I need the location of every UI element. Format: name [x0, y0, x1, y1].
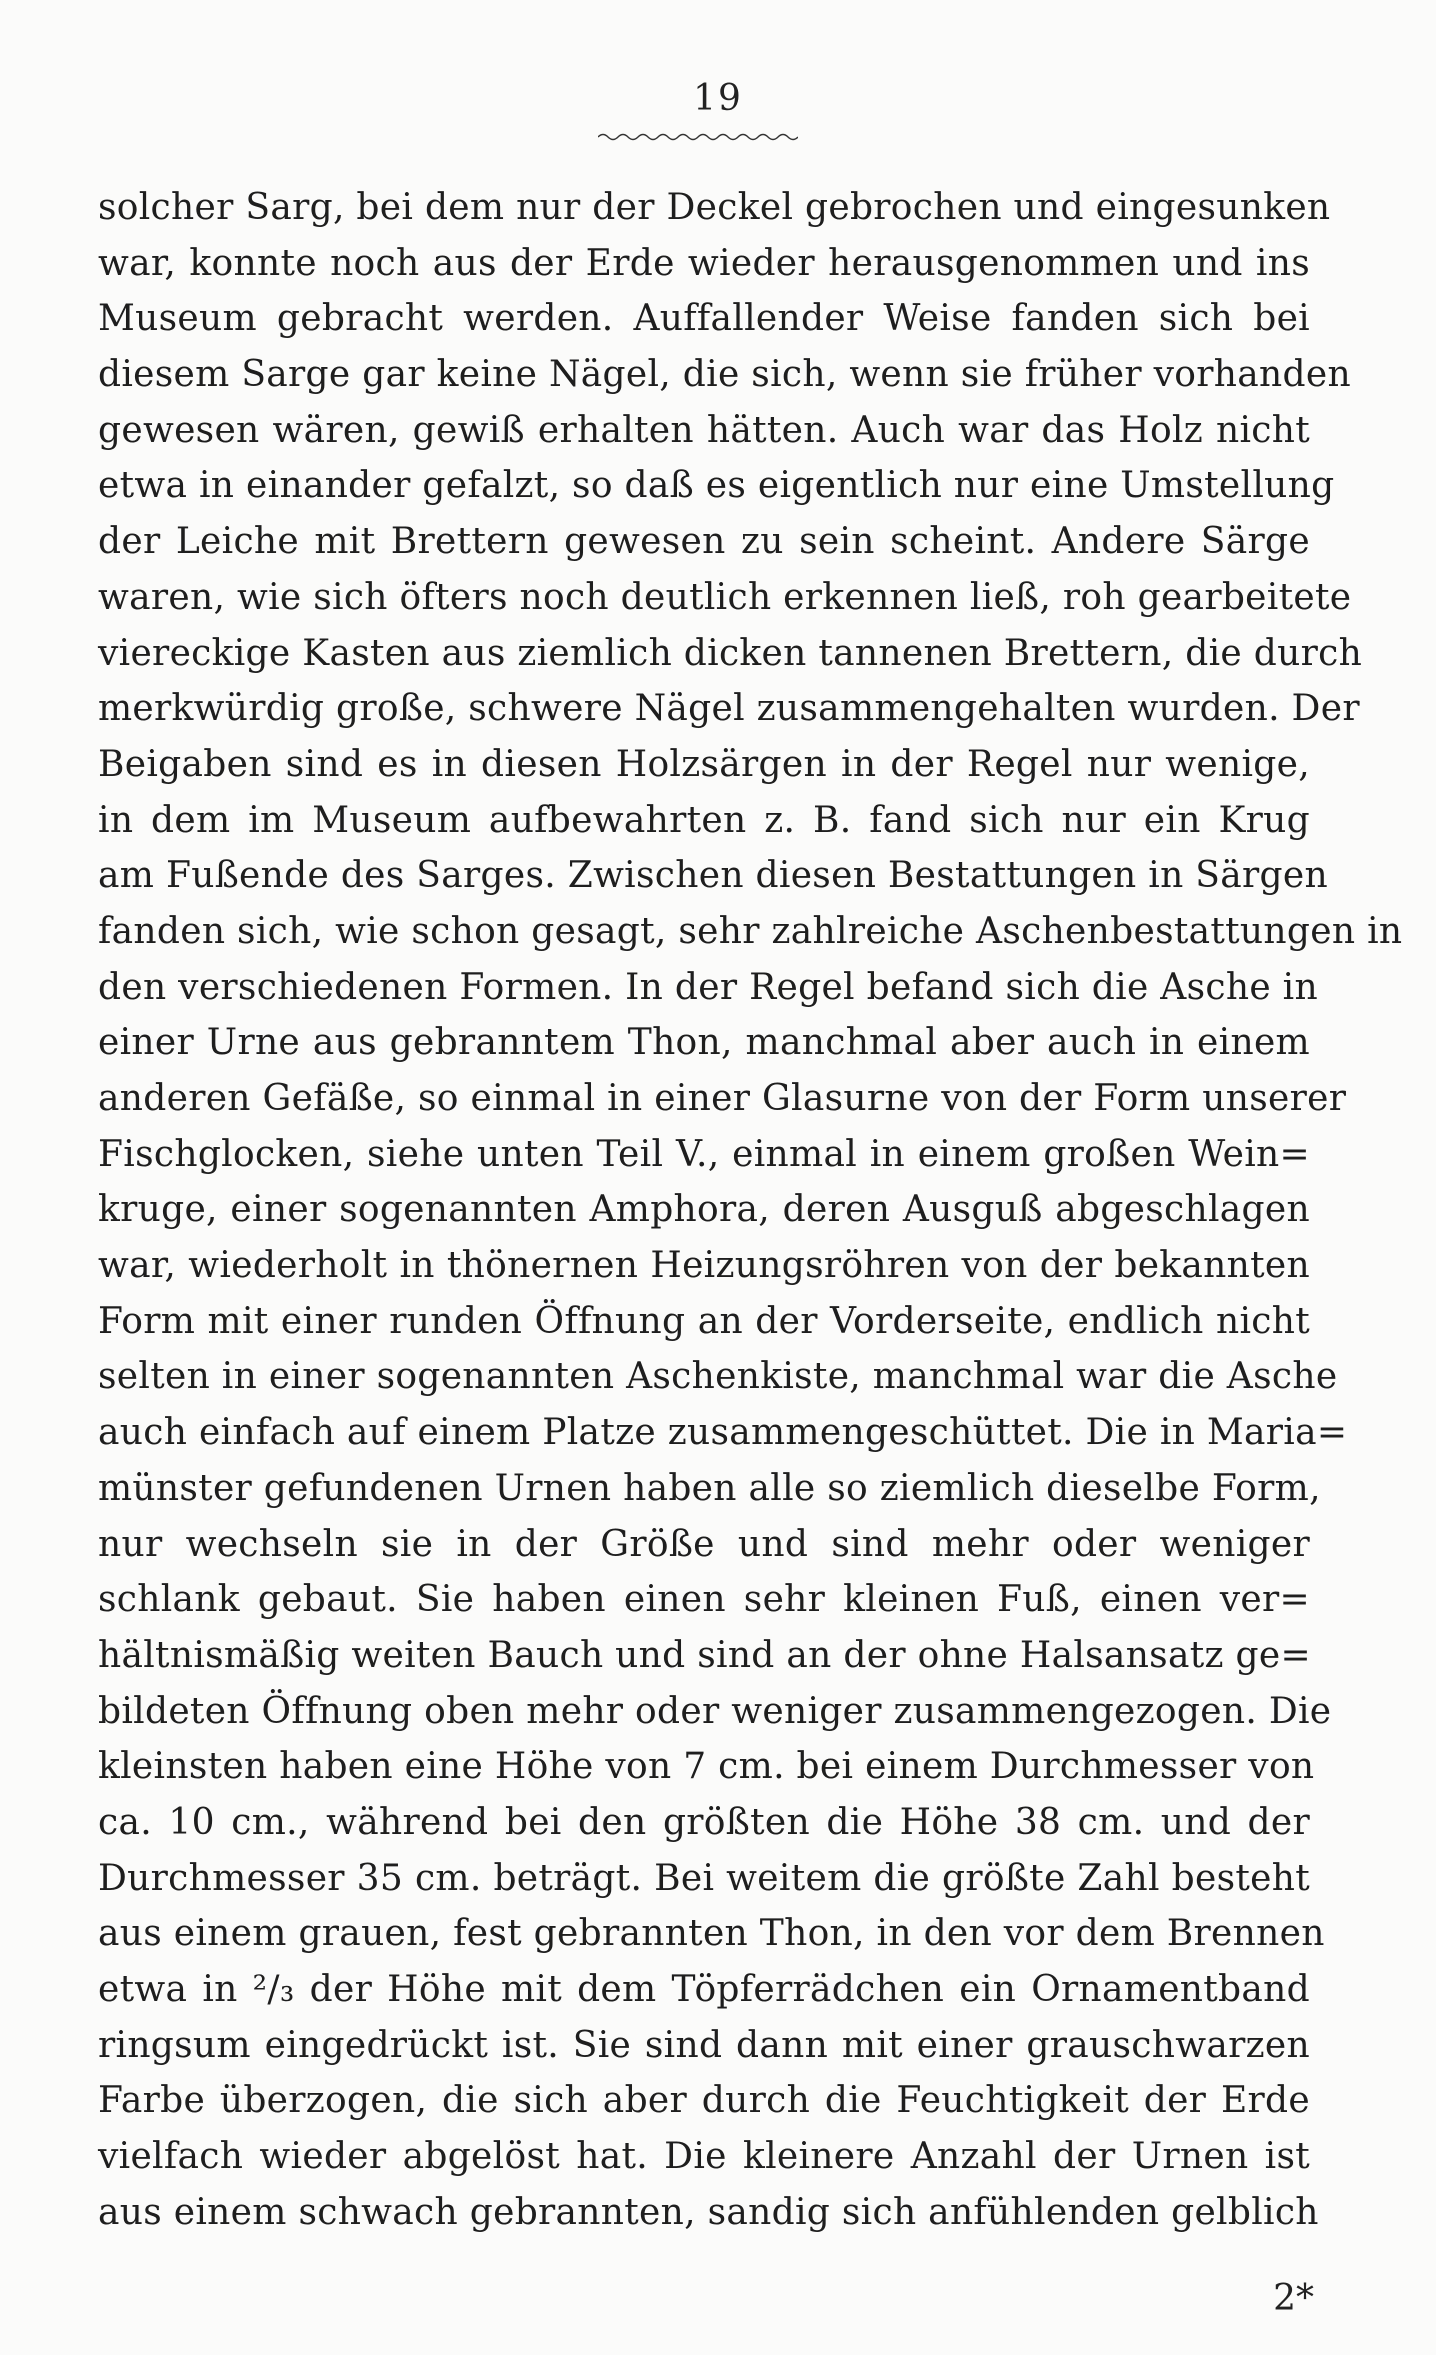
text-line: münster gefundenen Urnen haben alle so ziemlich dieselbe Form,	[98, 1467, 1321, 1509]
signature-mark: 2*	[1273, 2278, 1314, 2319]
page-number: 19	[693, 78, 743, 119]
text-line: hältnismäßig weiten Bauch und sind an der ohne Halsansatz ge=	[98, 1634, 1311, 1676]
text-line: Beigaben sind es in diesen Holzsärgen in der Regel nur wenige,	[98, 743, 1310, 785]
text-line: Museum gebracht werden. Auffallender Weise fanden sich bei	[98, 298, 1310, 340]
text-line: aus einem grauen, fest gebrannten Thon, in den vor dem Brennen	[98, 1913, 1325, 1955]
text-line: Farbe überzogen, die sich aber durch die Feuchtigkeit der Erde	[98, 2080, 1310, 2122]
text-line: war, wiederholt in thönernen Heizungsröhren von der bekannten	[98, 1245, 1310, 1287]
text-line: den verschiedenen Formen. In der Regel befand sich die Asche in	[98, 966, 1318, 1008]
text-line: Form mit einer runden Öffnung an der Vorderseite, endlich nicht	[98, 1300, 1310, 1342]
text-line: waren, wie sich öfters noch deutlich erkennen ließ, roh gearbeitete	[98, 576, 1352, 618]
text-line: fanden sich, wie schon gesagt, sehr zahlreiche Aschenbestattungen in	[98, 910, 1403, 952]
text-line: selten in einer sogenannten Aschenkiste, manchmal war die Asche	[98, 1356, 1338, 1398]
text-line: solcher Sarg, bei dem nur der Deckel gebrochen und eingesunken	[98, 187, 1331, 228]
text-line: diesem Sarge gar keine Nägel, die sich, wenn sie früher vorhanden	[98, 354, 1351, 396]
text-line: kruge, einer sogenannten Amphora, deren Ausguß abgeschlagen	[98, 1189, 1310, 1231]
text-line: etwa in einander gefalzt, so daß es eigentlich nur eine Umstellung	[98, 465, 1335, 507]
text-line: viereckige Kasten aus ziemlich dicken tannenen Brettern, die durch	[98, 632, 1363, 674]
text-line: kleinsten haben eine Höhe von 7 cm. bei einem Durchmesser von	[98, 1746, 1315, 1788]
decorative-wavy-rule	[598, 132, 798, 142]
text-line: aus einem schwach gebrannten, sandig sich anfühlenden gelblich	[98, 2191, 1319, 2233]
text-line: anderen Gefäße, so einmal in einer Glasurne von der Form unserer	[98, 1078, 1347, 1119]
text-line: merkwürdig große, schwere Nägel zusammengehalten wurden. Der	[98, 688, 1360, 730]
text-line: ca. 10 cm., während bei den größten die Höhe 38 cm. und der	[98, 1801, 1310, 1843]
text-line: in dem im Museum aufbewahrten z. B. fand sich nur ein Krug	[98, 799, 1310, 841]
text-line: vielfach wieder abgelöst hat. Die kleinere Anzahl der Urnen ist	[98, 2136, 1310, 2178]
text-line: der Leiche mit Brettern gewesen zu sein scheint. Andere Särge	[98, 521, 1310, 563]
text-line: bildeten Öffnung oben mehr oder weniger zusammengezogen. Die	[98, 1690, 1332, 1732]
text-line: Durchmesser 35 cm. beträgt. Bei weitem die größte Zahl besteht	[98, 1857, 1310, 1899]
text-line: schlank gebaut. Sie haben einen sehr kleinen Fuß, einen ver=	[98, 1579, 1310, 1621]
body-text	[98, 180, 1403, 2240]
text-line: etwa in ²/₃ der Höhe mit dem Töpferrädchen ein Ornamentband	[98, 1969, 1310, 2010]
text-line: gewesen wären, gewiß erhalten hätten. Auch war das Holz nicht	[98, 409, 1310, 451]
text-line: Fischglocken, siehe unten Teil V., einmal in einem großen Wein=	[98, 1133, 1310, 1175]
text-line: war, konnte noch aus der Erde wieder herausgenommen und ins	[98, 242, 1310, 284]
text-line: auch einfach auf einem Platze zusammengeschüttet. Die in Maria=	[98, 1412, 1348, 1454]
text-line: ringsum eingedrückt ist. Sie sind dann mit einer grauschwarzen	[98, 2024, 1310, 2066]
text-line: einer Urne aus gebranntem Thon, manchmal aber auch in einem	[98, 1022, 1310, 1064]
text-line: am Fußende des Sarges. Zwischen diesen Bestattungen in Särgen	[98, 855, 1328, 897]
text-line: nur wechseln sie in der Größe und sind mehr oder weniger	[98, 1523, 1310, 1565]
